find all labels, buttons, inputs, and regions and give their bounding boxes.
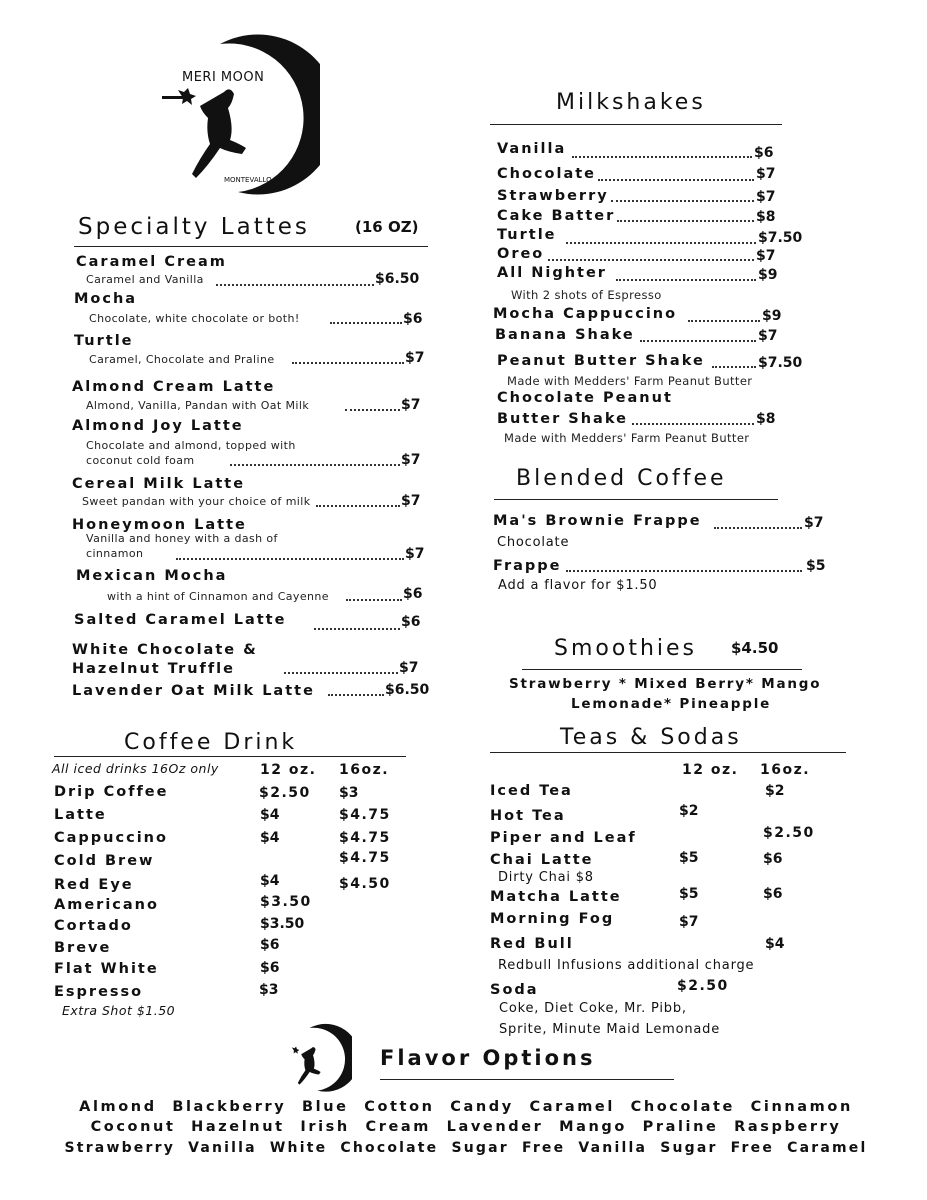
shake-price: $6 (754, 145, 774, 161)
coffee-p12: $3 (259, 982, 279, 998)
flavors-title: Flavor Options (380, 1046, 596, 1070)
item-desc: Vanilla and honey with a dash of (86, 532, 278, 545)
shake-name: Cake Batter (497, 208, 616, 224)
teas-col12: 12 oz. (682, 762, 739, 778)
tea-p12: $2.50 (677, 978, 729, 994)
tea-name: Chai Latte (490, 852, 594, 868)
item-name: Turtle (74, 333, 134, 349)
shake-name: Chocolate (497, 166, 597, 182)
item-name: Mexican Mocha (76, 568, 228, 584)
shake-name: Butter Shake (497, 411, 628, 427)
coffee-p16: $4.50 (339, 876, 391, 892)
coffee-note: All iced drinks 16Oz only (52, 761, 219, 776)
smoothies-line2: Lemonade* Pineapple (571, 696, 772, 712)
shake-name: Mocha Cappuccino (493, 306, 678, 322)
flavors-rule (380, 1079, 674, 1080)
tea-name: Red Bull (490, 936, 574, 952)
shake-desc: With 2 shots of Espresso (511, 288, 662, 302)
shake-price: $8 (756, 411, 776, 427)
blended-rule (494, 499, 778, 500)
shake-name: Peanut Butter Shake (497, 353, 705, 369)
smoothies-title: Smoothies (554, 636, 697, 661)
flavors-line3: Strawberry Vanilla White Chocolate Sugar Free Vanilla Sugar Free Caramel (64, 1140, 868, 1156)
coffee-rule (54, 756, 406, 757)
coffee-col16: 16oz. (339, 762, 390, 778)
brand-name: MERI MOON (182, 70, 265, 85)
item-name: Hazelnut Truffle (72, 661, 235, 677)
item-price: $6 (403, 586, 423, 602)
coffee-col12: 12 oz. (260, 762, 317, 778)
item-name: Caramel Cream (76, 254, 227, 270)
shake-price: $8 (756, 209, 776, 225)
tea-p16: $6 (763, 886, 783, 902)
tea-p12: $7 (679, 914, 699, 930)
item-name: Salted Caramel Latte (74, 612, 287, 628)
coffee-name: Red Eye (54, 877, 134, 893)
item-name: Lavender Oat Milk Latte (72, 683, 315, 699)
coffee-name: Cold Brew (54, 853, 155, 869)
logo (150, 30, 320, 200)
coffee-p12: $4 (260, 807, 280, 823)
tea-desc: Sprite, Minute Maid Lemonade (499, 1022, 721, 1037)
coffee-name: Drip Coffee (54, 784, 169, 800)
coffee-name: Cortado (54, 918, 133, 934)
item-price: $6.50 (375, 271, 420, 287)
coffee-p12: $6 (260, 937, 280, 953)
coffee-p12: $3.50 (260, 916, 305, 932)
item-desc: Chocolate, white chocolate or both! (89, 312, 300, 325)
shake-price: $7 (756, 166, 776, 182)
tea-p16: $2.50 (763, 825, 815, 841)
coffee-p16: $4.75 (339, 807, 391, 823)
milkshakes-title: Milkshakes (556, 90, 706, 115)
item-price: $7 (399, 660, 419, 676)
tea-p16: $6 (763, 851, 783, 867)
moon-woman-icon (280, 1022, 352, 1094)
shake-price: $7 (756, 189, 776, 205)
shake-price: $7.50 (758, 355, 803, 371)
teas-col16: 16oz. (760, 762, 811, 778)
item-price: $7 (405, 350, 425, 366)
tea-name: Soda (490, 982, 539, 998)
blended-name: Ma's Brownie Frappe (493, 513, 702, 529)
brand-location: MONTEVALLO, AL (224, 176, 285, 184)
coffee-title: Coffee Drink (124, 730, 298, 755)
coffee-name: Americano (54, 897, 159, 913)
blended-name: Frappe (493, 558, 562, 574)
tea-name: Hot Tea (490, 808, 566, 824)
milkshakes-rule (490, 124, 782, 125)
blended-price: $5 (806, 558, 826, 574)
item-price: $6 (403, 311, 423, 327)
shake-price: $7.50 (758, 230, 803, 246)
tea-p12: $5 (679, 850, 699, 866)
small-logo (280, 1022, 352, 1094)
item-name: Mocha (74, 291, 138, 307)
tea-p16: $2 (765, 783, 785, 799)
item-desc: Almond, Vanilla, Pandan with Oat Milk (86, 399, 310, 412)
shake-name: Strawberry (497, 188, 609, 204)
tea-name: Matcha Latte (490, 889, 622, 905)
item-desc: Caramel, Chocolate and Praline (89, 353, 275, 366)
teas-title: Teas & Sodas (560, 725, 742, 750)
shake-price: $7 (758, 328, 778, 344)
shake-name: Banana Shake (495, 327, 635, 343)
coffee-name: Latte (54, 807, 107, 823)
coffee-name: Flat White (54, 961, 159, 977)
coffee-p16: $4.75 (339, 830, 391, 846)
shake-price: $7 (756, 248, 776, 264)
coffee-extra: Extra Shot $1.50 (62, 1003, 176, 1018)
item-price: $7 (401, 397, 421, 413)
coffee-name: Breve (54, 940, 112, 956)
specialty-rule (74, 246, 428, 247)
tea-p12: $5 (679, 886, 699, 902)
shake-price: $9 (758, 267, 778, 283)
shake-name: Vanilla (497, 141, 567, 157)
item-desc: coconut cold foam (86, 454, 195, 467)
blended-name: Chocolate (497, 535, 570, 550)
item-price: $6.50 (385, 682, 430, 698)
shake-desc: Made with Medders' Farm Peanut Butter (504, 431, 750, 445)
item-price: $6 (401, 614, 421, 630)
coffee-p16: $4.75 (339, 850, 391, 866)
shake-name: Oreo (497, 246, 545, 262)
shake-name: Chocolate Peanut (497, 390, 673, 406)
coffee-p12: $4 (260, 830, 280, 846)
item-name: Almond Joy Latte (72, 418, 244, 434)
item-name: Almond Cream Latte (72, 379, 276, 395)
coffee-name: Espresso (54, 984, 144, 1000)
blended-note: Add a flavor for $1.50 (498, 578, 658, 593)
flavors-line2: Coconut Hazelnut Irish Cream Lavender Mango Praline Raspberry (90, 1119, 842, 1135)
coffee-p12: $2.50 (259, 785, 311, 801)
specialty-title: Specialty Lattes (78, 214, 310, 240)
blended-price: $7 (804, 515, 824, 531)
blended-title: Blended Coffee (516, 466, 727, 491)
smoothies-rule (522, 669, 802, 670)
shake-name: Turtle (497, 227, 557, 243)
item-name: Cereal Milk Latte (72, 476, 246, 492)
tea-name: Piper and Leaf (490, 830, 637, 846)
tea-name: Morning Fog (490, 911, 615, 927)
smoothies-price: $4.50 (731, 639, 779, 657)
coffee-p16: $3 (339, 785, 359, 801)
item-price: $7 (405, 546, 425, 562)
shake-price: $9 (762, 308, 782, 324)
smoothies-line1: Strawberry * Mixed Berry* Mango (509, 676, 822, 692)
specialty-size: (16 OZ) (355, 218, 419, 236)
coffee-p12: $6 (260, 960, 280, 976)
tea-desc: Dirty Chai $8 (498, 870, 594, 885)
item-price: $7 (401, 493, 421, 509)
item-desc: cinnamon (86, 547, 144, 560)
shake-name: All Nighter (497, 265, 607, 281)
teas-rule (490, 752, 846, 753)
flavors-line1: Almond Blackberry Blue Cotton Candy Caramel Chocolate Cinnamon (79, 1099, 853, 1115)
tea-desc: Redbull Infusions additional charge (498, 958, 755, 973)
tea-desc: Coke, Diet Coke, Mr. Pibb, (499, 1001, 687, 1016)
tea-p12: $2 (679, 803, 699, 819)
item-price: $7 (401, 452, 421, 468)
item-name: Honeymoon Latte (72, 517, 247, 533)
tea-name: Iced Tea (490, 783, 573, 799)
item-desc: with a hint of Cinnamon and Cayenne (107, 590, 329, 603)
item-desc: Caramel and Vanilla (86, 273, 204, 286)
item-desc: Sweet pandan with your choice of milk (82, 495, 311, 508)
coffee-p12: $4 (260, 873, 280, 889)
shake-desc: Made with Medders' Farm Peanut Butter (507, 374, 753, 388)
coffee-name: Cappuccino (54, 830, 168, 846)
item-desc: Chocolate and almond, topped with (86, 439, 296, 452)
item-name: White Chocolate & (72, 642, 258, 658)
tea-p16: $4 (765, 936, 785, 952)
moon-woman-icon (150, 30, 320, 200)
coffee-p12: $3.50 (260, 894, 312, 910)
